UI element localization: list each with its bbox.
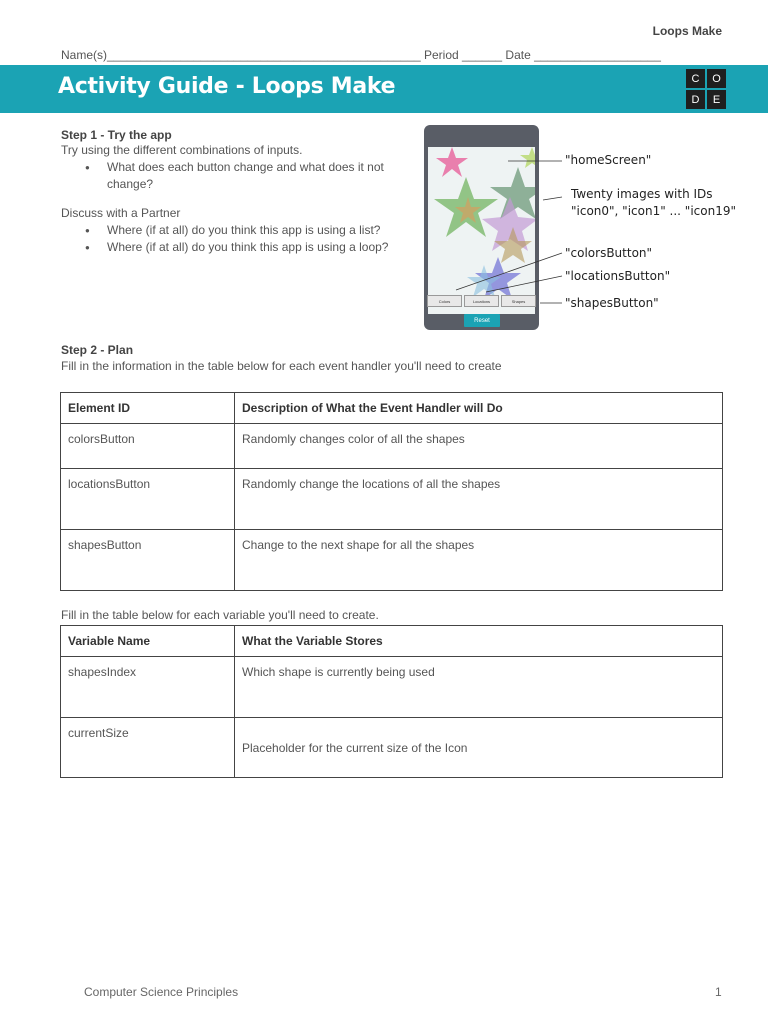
table-header-row	[61, 393, 723, 424]
table-row	[61, 424, 723, 469]
discuss-heading: Discuss with a Partner	[61, 206, 181, 220]
step1-intro: Try using the different combinations of inputs.	[61, 143, 303, 157]
table-row	[61, 469, 723, 530]
callout-image-ids: "icon0", "icon1" ... "icon19"	[571, 204, 736, 218]
logo-letter: C	[686, 69, 705, 88]
callout-colors-button: "colorsButton"	[565, 246, 653, 260]
logo-letter: D	[686, 90, 705, 109]
callout-home-screen: "homeScreen"	[565, 153, 652, 167]
step1-section	[61, 128, 411, 256]
logo-letter: O	[707, 69, 726, 88]
callout-images: Twenty images with IDs	[571, 187, 713, 201]
table-row	[61, 530, 723, 591]
discuss-bullets	[61, 222, 411, 256]
footer-course: Computer Science Principles	[84, 985, 239, 999]
variable-table	[60, 625, 723, 778]
name-period-date-line: Name(s)_______________________________________________ Period ______ Date ___________________	[61, 48, 661, 62]
step2-title: Step 2 - Plan	[61, 343, 134, 357]
callout-arrows	[420, 140, 580, 320]
list-item: ● Where (if at all) do you think this app is using a list?	[61, 222, 411, 239]
list-item: ● What does each button change and what does it not change?	[61, 159, 411, 193]
page-title: Activity Guide - Loops Make	[58, 74, 396, 99]
table-cell: shapesIndex	[61, 657, 235, 718]
shapes-button-preview: Shapes	[501, 295, 536, 307]
table-cell: Change to the next shape for all the shapes	[235, 530, 723, 591]
arrow-line	[543, 197, 562, 200]
table-row	[61, 657, 723, 718]
callout-shapes-button: "shapesButton"	[565, 296, 659, 310]
logo-letter: E	[707, 90, 726, 109]
table-cell: colorsButton	[61, 424, 235, 469]
locations-button-preview: Locations	[464, 295, 499, 307]
table-cell: Which shape is currently being used	[235, 657, 723, 718]
arrow-line	[486, 276, 562, 292]
table-cell: Randomly changes color of all the shapes	[235, 424, 723, 469]
event-handler-table	[60, 392, 723, 591]
table-cell: Randomly change the locations of all the shapes	[235, 469, 723, 530]
table-cell: currentSize	[61, 718, 235, 778]
step1-title: Step 1 - Try the app	[61, 128, 172, 142]
column-header: Variable Name	[61, 626, 235, 657]
table-cell: locationsButton	[61, 469, 235, 530]
column-header: Element ID	[61, 393, 235, 424]
variable-table-intro: Fill in the table below for each variable you'll need to create.	[61, 608, 379, 622]
step2-intro: Fill in the information in the table below for each event handler you'll need to create	[61, 359, 502, 373]
table-header-row	[61, 626, 723, 657]
step1-bullets	[61, 159, 411, 193]
column-header: What the Variable Stores	[235, 626, 723, 657]
page-number: 1	[715, 985, 722, 999]
list-item: ● Where (if at all) do you think this app is using a loop?	[61, 239, 411, 256]
table-row	[61, 718, 723, 778]
table-cell: Placeholder for the current size of the Icon	[235, 718, 723, 778]
reset-button-preview: Reset	[464, 314, 500, 327]
column-header: Description of What the Event Handler will Do	[235, 393, 723, 424]
arrow-line	[456, 253, 562, 290]
callout-locations-button: "locationsButton"	[565, 269, 671, 283]
document-title: Loops Make	[652, 24, 722, 38]
colors-button-preview: Colors	[427, 295, 462, 307]
table-cell: shapesButton	[61, 530, 235, 591]
code-org-logo	[686, 69, 726, 109]
